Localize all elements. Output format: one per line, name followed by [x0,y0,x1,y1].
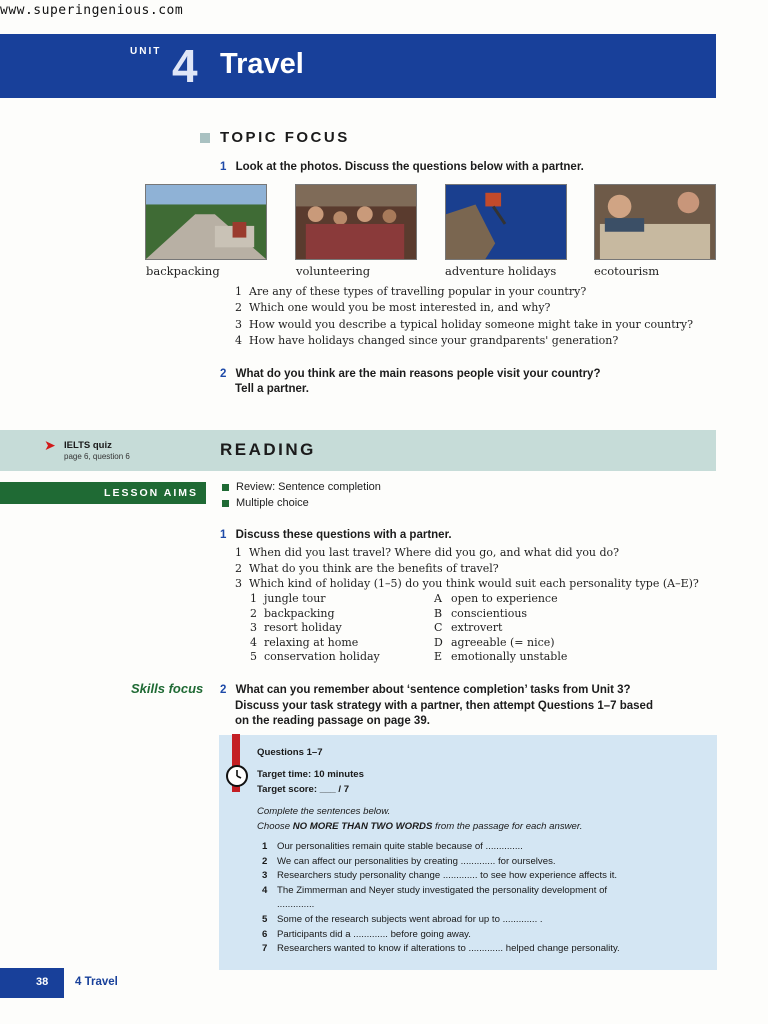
skills-focus-label: Skills focus [131,681,204,696]
box-instruction: Complete the sentences below. [257,806,391,817]
box-instruction: Choose NO MORE THAN TWO WORDS from the passage for each answer. [257,821,583,832]
question-text: What can you remember about ‘sentence completion’ tasks from Unit 3? [235,684,631,696]
photo-caption: adventure holidays [445,264,557,278]
personality-type-list [434,592,567,665]
page-number: 38 [36,976,49,988]
lesson-aims-label: LESSON AIMS [104,487,198,499]
holiday-type-list [250,592,380,665]
list-item: 1 When did you last travel? Where did you go, and what did you do? [235,546,620,559]
question-text: Tell a partner. [235,383,309,395]
ielts-quiz-ref: page 6, question 6 [64,452,130,461]
questions-box-title: Questions 1–7 [257,747,323,758]
list-item: 2 backpacking [250,606,335,620]
lesson-aim: Multiple choice [236,497,309,509]
unit-label: UNIT [130,46,162,57]
list-item: 2 Which one would you be most interested in, and why? [235,301,551,315]
list-item: 2 What do you think are the benefits of travel? [235,561,499,575]
list-item: C extrovert [434,621,503,635]
reading-heading: READING [220,440,316,459]
arrow-right-icon: ➤ [44,438,56,454]
unit-title: Travel [220,48,304,80]
photo-caption: ecotourism [594,264,660,278]
list-item: B conscientious [434,606,528,620]
list-item: 4 How have holidays changed since your grandparents' generation? [235,334,619,348]
reading-q1 [220,529,452,541]
reading-q2 [220,683,653,730]
list-item: 3 Researchers study personality change ............. to see how experience affects it. [262,870,618,882]
photo-backpacking [145,184,267,260]
photo-ecotourism [594,184,716,260]
list-item: 2 We can affect our personalities by creating ............. for ourselves. [262,855,556,867]
list-item: E emotionally unstable [434,650,568,664]
list-item: 5 Some of the research subjects went abroad for up to ............. . [262,913,543,925]
list-item: 5 conservation holiday [250,650,380,664]
list-item: D agreeable (= nice) [434,635,555,649]
photo-adventure-holidays [445,184,567,260]
question-text: Discuss your task strategy with a partner, then attempt Questions 1–7 based [235,699,653,712]
question-text: on the reading passage on page 39. [235,715,430,727]
question-number: 1 [220,161,227,173]
question-number: 2 [220,368,227,380]
topic-question-list [235,284,693,350]
topic-q2 [220,367,600,397]
list-item: .............. [277,899,315,911]
footer-unit-title: 4 Travel [75,976,118,988]
page-number-box [0,968,64,998]
list-item: 3 Which kind of holiday (1–5) do you think would suit each personality type (A–E)? [235,577,699,590]
list-item: A open to experience [434,592,558,605]
list-item: 7 Researchers wanted to know if alterations to ............. helped change personality. [262,943,620,955]
lesson-aims-bar [0,482,206,504]
topic-focus-heading: TOPIC FOCUS [220,129,350,146]
clock-icon [226,765,248,787]
lesson-aim: Review: Sentence completion [236,481,381,493]
unit-banner [0,34,716,98]
question-number: 1 [220,529,227,541]
sentence-completion-list [262,840,620,957]
list-item: 4 The Zimmerman and Neyer study investigated the personality development of [262,884,608,896]
photo-caption: volunteering [296,264,371,278]
topic-q1 [220,161,584,173]
bullet-icon [222,500,229,507]
list-item: 1 Our personalities remain quite stable because of .............. [262,841,523,852]
photo-caption: backpacking [146,264,220,278]
question-text: Look at the photos. Discuss the questions below with a partner. [235,161,584,173]
list-item: 1 Are any of these types of travelling popular in your country? [235,285,587,298]
reading-question-list [235,545,699,592]
list-item: 1 jungle tour [250,592,326,605]
list-item: 3 How would you describe a typical holiday someone might take in your country? [235,317,694,331]
question-number: 2 [220,684,227,696]
list-item: 4 relaxing at home [250,635,359,649]
section-marker-icon [200,133,210,143]
question-text: What do you think are the main reasons people visit your country? [235,368,601,380]
watermark-url: www.superingenious.com [0,3,184,18]
list-item: 3 resort holiday [250,621,342,635]
unit-number: 4 [172,40,198,92]
bullet-icon [222,484,229,491]
question-text: Discuss these questions with a partner. [235,529,452,541]
list-item: 6 Participants did a ............. before going away. [262,928,471,940]
target-score: Target score: ___ / 7 [257,784,350,795]
ielts-quiz-link: IELTS quiz [64,440,112,451]
target-time: Target time: 10 minutes [257,769,364,780]
photo-volunteering [295,184,417,260]
